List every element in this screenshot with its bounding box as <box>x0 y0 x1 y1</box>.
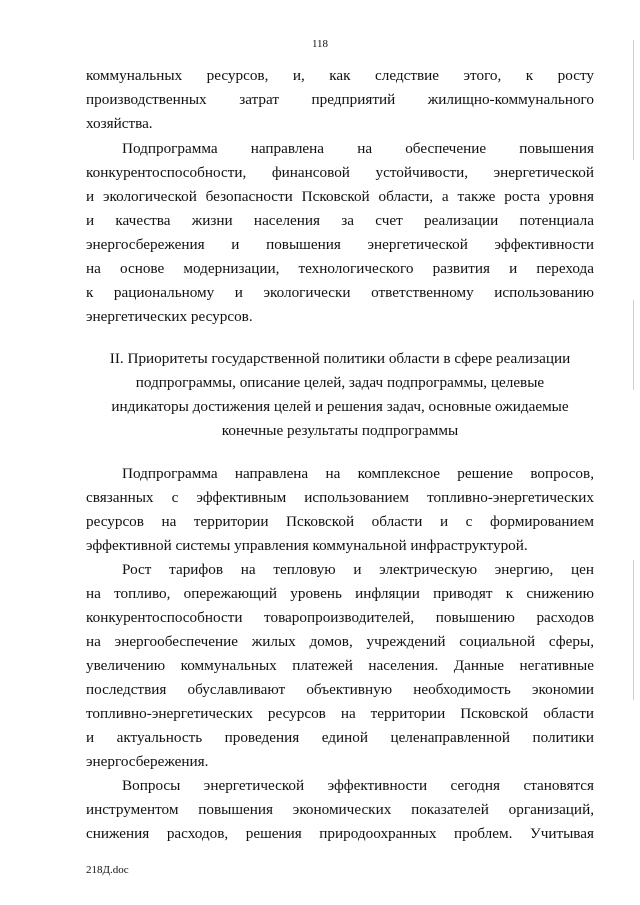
text-line: хозяйства. <box>86 115 153 132</box>
text-line: и экологической безопасности Псковской области, а также роста уровня <box>86 188 594 205</box>
text-line: увеличению коммунальных платежей населения. Данные негативные <box>86 657 594 674</box>
text-line: ресурсов на территории Псковской области и с формированием <box>86 513 594 530</box>
text-line: энергосбережения и повышения энергетической эффективности <box>86 236 594 253</box>
scan-edge-mark <box>633 560 634 700</box>
text-line: производственных затрат предприятий жилищно-коммунального <box>86 91 594 108</box>
page-number: 118 <box>311 38 329 50</box>
text-line: связанных с эффективным использованием топливно-энергетических <box>86 489 594 506</box>
text-line: и актуальность проведения единой целенаправленной политики <box>86 729 594 746</box>
text-line: последствия обуславливают объективную необходимость экономии <box>86 681 594 698</box>
text-line: конкурентоспособности товаропроизводителей, повышению расходов <box>86 609 594 626</box>
heading-line: подпрограммы, описание целей, задач подпрограммы, целевые <box>135 374 545 391</box>
text-line: Подпрограмма направлена на обеспечение повышения <box>122 140 594 157</box>
text-line: Рост тарифов на тепловую и электрическую энергию, цен <box>122 561 594 578</box>
text-line: энергосбережения. <box>86 753 209 770</box>
text-line: к рациональному и экологически ответственному использованию <box>86 284 594 301</box>
scan-edge-mark <box>633 300 634 390</box>
text-line: Подпрограмма направлена на комплексное решение вопросов, <box>122 465 594 482</box>
text-line: эффективной системы управления коммунальной инфраструктурой. <box>86 537 528 554</box>
heading-line: II. Приоритеты государственной политики области в сфере реализации <box>109 350 571 367</box>
text-line: и качества жизни населения за счет реализации потенциала <box>86 212 594 229</box>
text-line: коммунальных ресурсов, и, как следствие этого, к росту <box>86 67 594 84</box>
text-line: на основе модернизации, технологического развития и перехода <box>86 260 594 277</box>
text-line: конкурентоспособности, финансовой устойчивости, энергетической <box>86 164 594 181</box>
footer-filename: 218Д.doc <box>86 864 129 876</box>
text-line: на энергообеспечение жилых домов, учреждений социальной сферы, <box>86 633 594 650</box>
text-line: снижения расходов, решения природоохранных проблем. Учитывая <box>86 825 594 842</box>
text-line: Вопросы энергетической эффективности сегодня становятся <box>122 777 594 794</box>
heading-line: индикаторы достижения целей и решения задач, основные ожидаемые <box>111 398 569 415</box>
scan-edge-mark <box>633 40 634 160</box>
text-line: топливно-энергетических ресурсов на территории Псковской области <box>86 705 594 722</box>
text-line: на топливо, опережающий уровень инфляции приводят к снижению <box>86 585 594 602</box>
text-line: энергетических ресурсов. <box>86 308 253 325</box>
text-line: инструментом повышения экономических показателей организаций, <box>86 801 594 818</box>
heading-line: конечные результаты подпрограммы <box>221 422 459 439</box>
